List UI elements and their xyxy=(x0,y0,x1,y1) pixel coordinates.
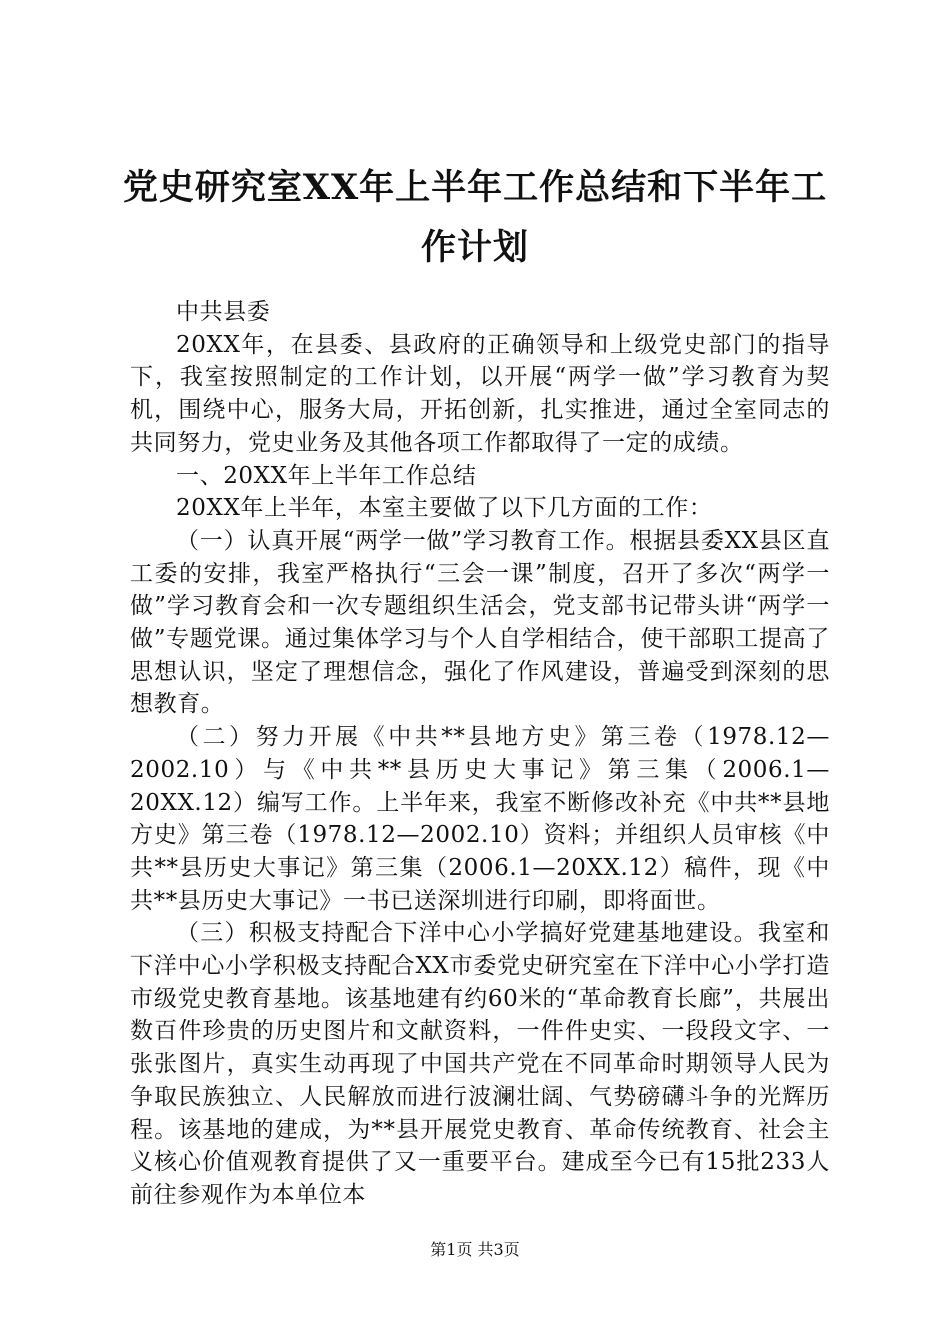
item-two-paragraph: （二）努力开展《中共**县地方史》第三卷（1978.12—2002.10）与《中共**县历史大事记》第三集（2006.1—20XX.12）编写工作。上半年来，我室不断修改补充《中共**县地方史》第三卷（1978.12—2002.10）资料；并组织人员审核《中共**县历史大事记》第三集（2006.1—20XX.12）稿件，现《中共**县历史大事记》一书已送深圳进行印刷，即将面世。 xyxy=(130,724,830,914)
item-three-paragraph: （三）积极支持配合下洋中心小学搞好党建基地建设。我室和下洋中心小学积极支持配合XX市委党史研究室在下洋中心小学打造市级党史教育基地。该基地建有约60米的“革命教育长廊”，共展出数百件珍贵的历史图片和文献资料，一件件史实、一段段文字、一张张图片，真实生动再现了中国共产党在不同革命时期领导人民为争取民族独立、人民解放而进行波澜壮阔、气势磅礴斗争的光辉历程。该基地的建成，为**县开展党史教育、革命传统教育、社会主义核心价值观教育提供了又一重要平台。建成至今已有15批233人前往参观作为本单位本 xyxy=(130,920,830,1208)
section-heading: 一、20XX年上半年工作总结 xyxy=(176,462,477,489)
summary-lead-paragraph: 20XX年上半年，本室主要做了以下几方面的工作： xyxy=(176,495,713,522)
document-body xyxy=(130,296,830,1212)
intro-paragraph: 20XX年，在县委、县政府的正确领导和上级党史部门的指导下，我室按照制定的工作计划，以开展“两学一做”学习教育为契机，围绕中心，服务大局，开拓创新，扎实推进，通过全室同志的共同努力，党史业务及其他各项工作都取得了一定的成绩。 xyxy=(130,331,830,456)
recipient-line: 中共县委 xyxy=(176,299,271,325)
document-title: 党史研究室XX年上半年工作总结和下半年工作计划 xyxy=(122,167,828,268)
item-one-paragraph: （一）认真开展“两学一做”学习教育工作。根据县委XX县区直工委的安排，我室严格执行“三会一课”制度，召开了多次“两学一做”学习教育会和一次专题组织生活会，党支部书记带头讲“两学一做”专题党课。通过集体学习与个人自学相结合，使干部职工提高了思想认识，坚定了理想信念，强化了作风建设，普遍受到深刻的思想教育。 xyxy=(130,527,830,718)
page-footer: 第1页 共3页 xyxy=(430,1240,520,1259)
